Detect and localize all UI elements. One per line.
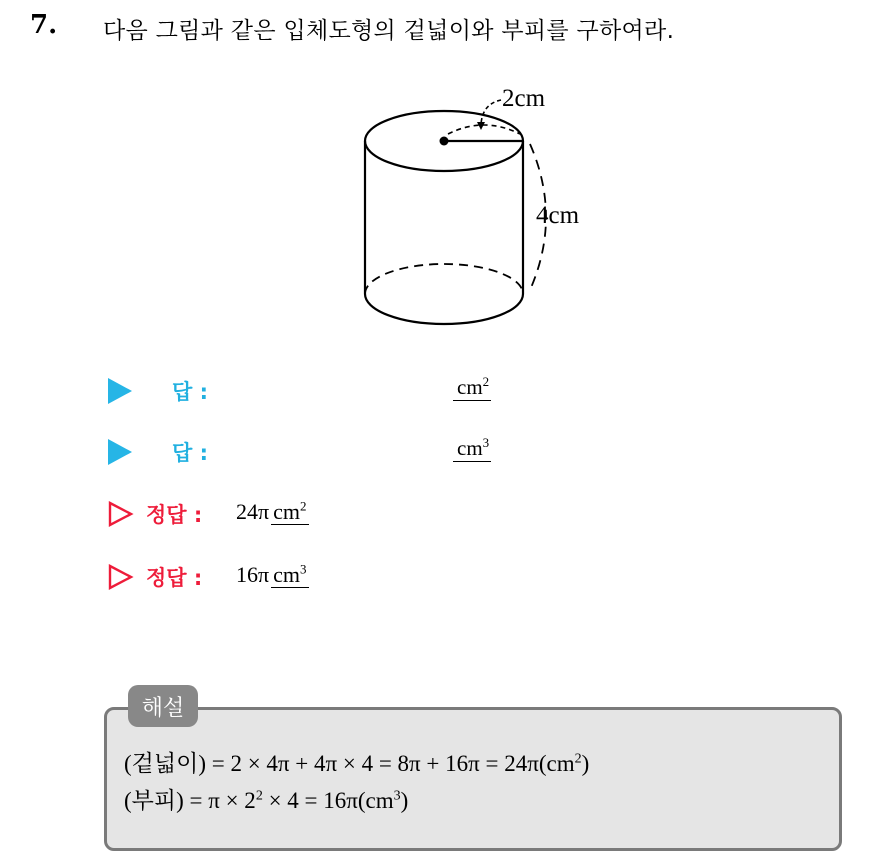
cylinder-figure: [330, 80, 610, 340]
unit-exponent: 3: [300, 561, 307, 577]
radius-dimension-arc: [448, 125, 520, 134]
explanation-exponent: 2: [574, 751, 582, 767]
unit-exponent: 2: [482, 374, 490, 389]
unit-exponent: 3: [482, 435, 490, 450]
explanation-tab: 해설: [128, 685, 198, 727]
unit-base: cm: [457, 436, 483, 460]
explanation-text: (겉넓이) = 2 × 4π + 4π × 4 = 8π + 16π = 24π(cm: [124, 751, 575, 776]
explanation-text: (부피) = π × 2: [124, 788, 256, 813]
unit-base: cm: [457, 375, 483, 399]
cylinder-bottom-back: [365, 264, 523, 294]
answer-row: [108, 435, 608, 469]
solution-value: [236, 499, 309, 525]
solution-label: 정답 :: [146, 503, 203, 527]
answer-row: [108, 374, 608, 408]
solution-value: [236, 562, 309, 588]
explanation-exponent: 3: [393, 788, 401, 804]
solution-row: [108, 497, 508, 531]
height-label: 4cm: [536, 202, 580, 229]
answer-blank-unit[interactable]: [453, 435, 491, 462]
solution-number: 16π: [236, 562, 270, 587]
solution-unit: [271, 499, 308, 525]
explanation-box: [104, 707, 842, 851]
explanation-text: ): [400, 788, 409, 813]
solution-row: [108, 560, 508, 594]
solution-unit: [271, 562, 308, 588]
unit-base: cm: [273, 562, 300, 587]
radius-leader: [481, 100, 501, 125]
outline-triangle-icon: [108, 564, 134, 590]
explanation-line-surface-area: [124, 745, 589, 778]
explanation-exponent: 2: [255, 788, 263, 804]
solution-number: 24π: [236, 499, 270, 524]
answer-blank-unit[interactable]: [453, 374, 491, 401]
radius-label: 2cm: [502, 85, 546, 112]
play-triangle-icon: [108, 378, 132, 404]
answer-label: 답 :: [172, 441, 208, 465]
play-triangle-icon: [108, 439, 132, 465]
outline-triangle-icon: [108, 501, 134, 527]
unit-base: cm: [273, 499, 300, 524]
explanation-text: × 4 = 16π(cm: [262, 788, 394, 813]
explanation-text: ): [581, 751, 590, 776]
solution-label: 정답 :: [146, 566, 203, 590]
explanation-line-volume: [124, 782, 408, 815]
question-text: 다음 그림과 같은 입체도형의 겉넓이와 부피를 구하여라.: [103, 18, 675, 44]
answer-label: 답 :: [172, 380, 208, 404]
cylinder-bottom-front: [365, 294, 523, 324]
unit-exponent: 2: [300, 498, 307, 514]
question-number: 7.: [30, 10, 58, 40]
